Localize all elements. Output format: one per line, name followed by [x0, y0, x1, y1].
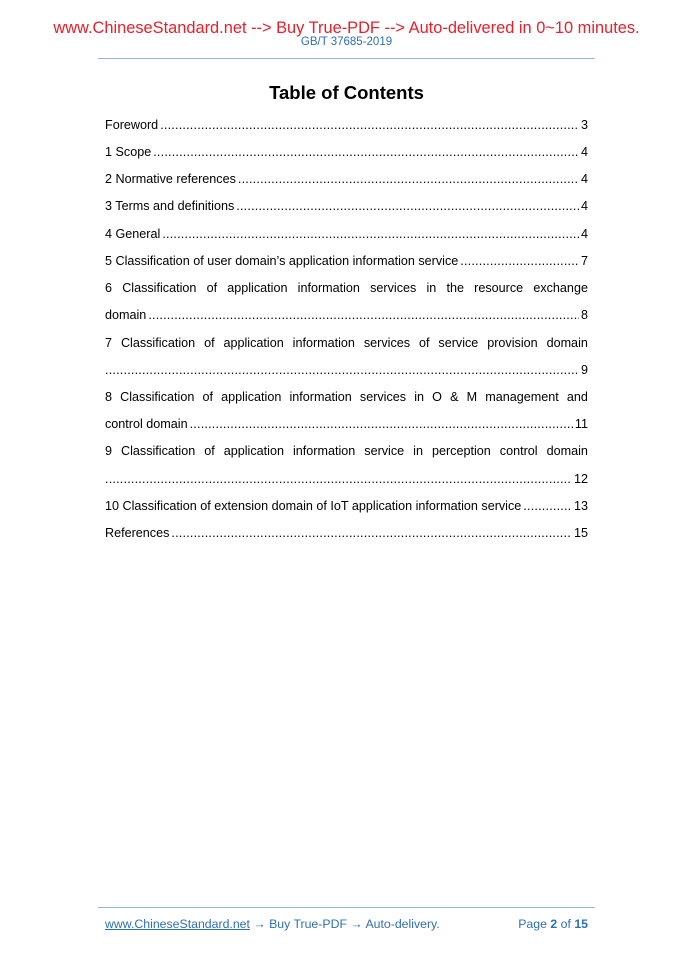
toc-entry-page: 8: [580, 308, 588, 322]
toc-entry-section-5[interactable]: [105, 253, 588, 269]
dot-leader: [153, 144, 579, 160]
dot-leader: [148, 307, 579, 323]
buy-true-pdf-text: Buy True-PDF: [269, 917, 347, 931]
arrow-right-icon: →: [350, 917, 363, 931]
toc-entry-section-8[interactable]: [105, 389, 588, 405]
toc-entry-page: 11: [574, 417, 588, 431]
toc-entry-section-6[interactable]: [105, 280, 588, 296]
toc-entry-label: Foreword: [105, 118, 159, 132]
dot-leader: [162, 226, 579, 242]
toc-entry-label-line-1: 9 Classification of application information service in perception control domain: [105, 444, 588, 458]
toc-entry-section-10[interactable]: [105, 498, 588, 514]
toc-entry-page: 13: [573, 499, 588, 513]
toc-entry-section-9[interactable]: [105, 443, 588, 459]
page-indicator: [518, 916, 588, 932]
page-label: Page: [518, 917, 547, 931]
toc-entry-label-line-1: 8 Classification of application information services in O & M management and: [105, 390, 588, 404]
header-divider: [98, 58, 595, 59]
toc-entry-label-line-1: 7 Classification of application information services of service provision domain: [105, 336, 588, 350]
dot-leader: [236, 198, 579, 214]
toc-entry-page: 7: [580, 254, 588, 268]
toc-entry-page: 15: [573, 526, 588, 540]
toc-entry-section-9-continuation[interactable]: [105, 471, 588, 487]
toc-entry-label: References: [105, 526, 170, 540]
page-of: of: [560, 917, 571, 931]
promo-banner[interactable]: www.ChineseStandard.net --> Buy True-PDF --> Auto-delivered in 0~10 minutes.: [53, 19, 640, 37]
toc-entry-label: 4 General: [105, 227, 161, 241]
toc-entry-label: 10 Classification of extension domain of IoT application information service: [105, 499, 522, 513]
toc-entry-foreword[interactable]: [105, 117, 588, 133]
toc-entry-label: 1 Scope: [105, 145, 152, 159]
toc-entry-section-6-continuation[interactable]: [105, 307, 588, 323]
dot-leader: [160, 117, 579, 133]
site-link[interactable]: www.ChineseStandard.net: [105, 917, 250, 931]
toc-entry-label: domain: [105, 308, 147, 322]
toc-entry-page: 4: [580, 172, 588, 186]
toc-entry-scope[interactable]: [105, 144, 588, 160]
toc-entry-section-8-continuation[interactable]: [105, 416, 588, 432]
dot-leader: [190, 416, 573, 432]
toc-entry-references[interactable]: [105, 525, 588, 541]
footer-promo: [105, 916, 440, 932]
toc-entry-label: 3 Terms and definitions: [105, 199, 235, 213]
footer-divider: [98, 907, 595, 908]
toc-entry-page: 4: [580, 199, 588, 213]
dot-leader: [460, 253, 579, 269]
toc-entry-label-line-1: 6 Classification of application information services in the resource exchange: [105, 281, 588, 295]
toc-entry-terms-and-definitions[interactable]: [105, 198, 588, 214]
dot-leader: [105, 471, 572, 487]
toc-entry-page: 3: [580, 118, 588, 132]
toc-entry-page: 4: [580, 227, 588, 241]
auto-delivery-text: Auto-delivery.: [365, 917, 440, 931]
page-current: 2: [550, 917, 558, 931]
arrow-right-icon: →: [253, 917, 266, 931]
toc-entry-general[interactable]: [105, 226, 588, 242]
page-total: 15: [574, 917, 588, 931]
standard-code: GB/T 37685-2019: [300, 36, 393, 48]
toc-entry-page: 4: [580, 145, 588, 159]
toc-entry-page: 12: [573, 472, 588, 486]
toc-entry-label: 2 Normative references: [105, 172, 236, 186]
page-title: Table of Contents: [269, 82, 424, 103]
dot-leader: [523, 498, 572, 514]
dot-leader: [238, 171, 579, 187]
dot-leader: [171, 525, 572, 541]
toc-entry-section-7[interactable]: [105, 335, 588, 351]
toc-entry-label: control domain: [105, 417, 188, 431]
toc-entry-page: 9: [580, 363, 588, 377]
toc-entry-section-7-continuation[interactable]: [105, 362, 588, 378]
page-footer: [105, 916, 588, 932]
dot-leader: [105, 362, 579, 378]
toc-entry-normative-references[interactable]: [105, 171, 588, 187]
toc-entry-label: 5 Classification of user domain’s application information service: [105, 254, 459, 268]
